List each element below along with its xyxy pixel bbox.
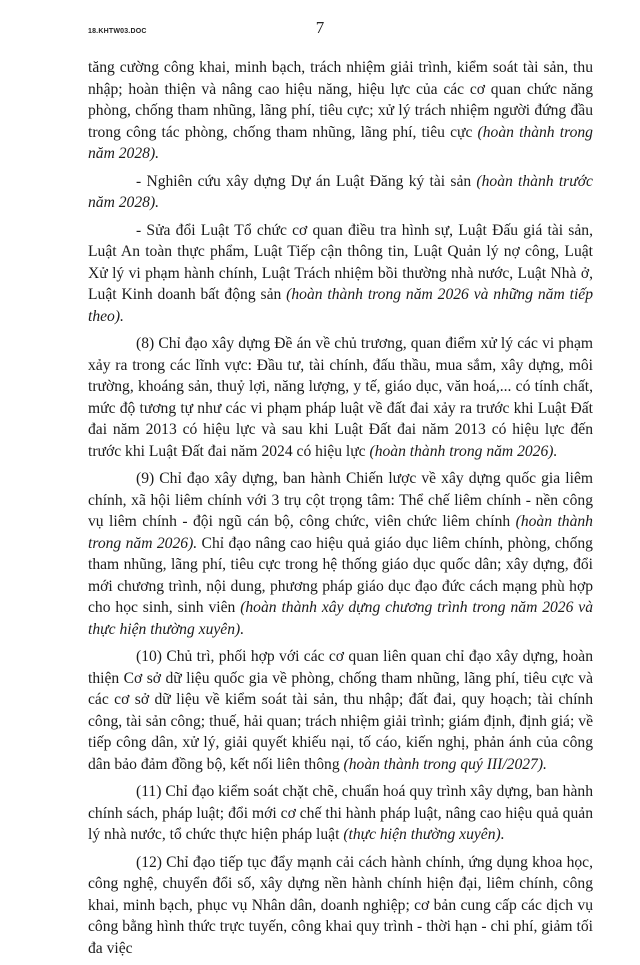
page-number: 7 — [315, 18, 325, 37]
paragraph-item-12 — [88, 852, 593, 960]
document-code: 18.KHTW03.DOC — [88, 28, 147, 35]
paragraph-continuation — [88, 57, 593, 165]
text-run: (11) Chỉ đạo kiểm soát chặt chẽ, chuẩn hoá quy trình xây dựng, ban hành chính sách, pháp luật; đổi mới cơ chế thi hành pháp luật, nâng cao hiệu quả quản lý nhà nước, tổ chức thực hiện pháp luật — [88, 783, 593, 843]
document-body — [88, 57, 593, 965]
deadline-note: (thực hiện thường xuyên). — [343, 826, 505, 843]
text-run: (12) Chỉ đạo tiếp tục đẩy mạnh cải cách hành chính, ứng dụng khoa học, công nghệ, chuyển đổi số, xây dựng nền hành chính hiện đại, liêm chính, công khai, minh bạch, phục vụ Nhân dân, doanh nghiệp; cơ bản cung cấp các dịch vụ công bằng hình thức trực tuyến, công khai quy trình - thời hạn - chi phí, giảm tối đa việc — [88, 853, 593, 957]
deadline-note: (hoàn thành trước năm 2028). — [88, 172, 593, 211]
text-run: tăng cường công khai, minh bạch, trách nhiệm giải trình, kiểm soát tài sản, thu nhập; hoàn thiện và nâng cao hiệu năng, hiệu lực của các cơ quan chức năng phòng, chống tham nhũng, lãng phí, tiêu cực; xử lý trách nhiệm người đứng đầu trong công tác phòng, chống tham nhũng, lãng phí, tiêu cực — [88, 59, 593, 141]
paragraph-asset-registration-law — [88, 171, 593, 214]
text-run: - Nghiên cứu xây dựng Dự án Luật Đăng ký tài sản — [136, 172, 477, 190]
text-run: (8) Chỉ đạo xây dựng Đề án về chủ trương, quan điểm xử lý các vi phạm xảy ra trong các lĩnh vực: Đầu tư, tài chính, đấu thầu, mua sắm, xây dựng, môi trường, khoáng sản, thuỷ lợi, năng lượng, y tế, giáo dục, văn hoá,... có tính chất, mức độ tương tự như các vi phạm pháp luật về đất đai xảy ra trước khi Luật Đất đai năm 2013 có hiệu lực và sau khi Luật Đất đai năm 2013 có hiệu lực đến trước khi Luật Đất đai năm 2024 có hiệu lực — [88, 335, 593, 460]
paragraph-item-9 — [88, 468, 593, 640]
paragraph-item-11 — [88, 781, 593, 846]
text-run: (10) Chủ trì, phối hợp với các cơ quan liên quan chỉ đạo xây dựng, hoàn thiện Cơ sở dữ liệu quốc gia về phòng, chống tham nhũng, lãng phí, tiêu cực và các cơ sở dữ liệu về kiểm soát tài sản, thu nhập; đất đai, quy hoạch; tài chính công, tài sản công; thuế, hải quan; trách nhiệm giải trình; giám định, định giá; về tiếp công dân, xử lý, giải quyết khiếu nại, tố cáo, kiến nghị, phản ánh của công dân bảo đảm đồng bộ, kết nối liên thông — [88, 648, 593, 773]
text-run: - Sửa đổi Luật Tổ chức cơ quan điều tra hình sự, Luật Đấu giá tài sản, Luật An toàn thực phẩm, Luật Tiếp cận thông tin, Luật Quản lý nợ công, Luật Xử lý vi phạm hành chính, Luật Trách nhiệm bồi thường nhà nước, Luật Nhà ở, Luật Kinh doanh bất động sản — [88, 221, 593, 303]
deadline-note: (hoàn thành xây dựng chương trình trong năm 2026 và thực hiện thường xuyên). — [88, 599, 593, 638]
deadline-note: (hoàn thành trong năm 2028). — [88, 123, 593, 162]
text-run: Chỉ đạo nâng cao hiệu quả giáo dục liêm chính, phòng, chống tham nhũng, lãng phí, tiêu cực trong hệ thống giáo dục quốc dân; xây dựng, đổi mới chương trình, nội dung, phương pháp giáo dục đạo đức cách mạng phù hợp cho học sinh, sinh viên — [88, 534, 593, 616]
paragraph-item-8 — [88, 333, 593, 462]
deadline-note: (hoàn thành trong năm 2026). — [88, 513, 593, 552]
paragraph-law-amendments — [88, 220, 593, 328]
paragraph-item-10 — [88, 646, 593, 775]
deadline-note: (hoàn thành trong năm 2026). — [369, 442, 558, 460]
deadline-note: (hoàn thành trong năm 2026 và những năm tiếp theo). — [88, 286, 593, 325]
text-run: (9) Chỉ đạo xây dựng, ban hành Chiến lược về xây dựng quốc gia liêm chính, xã hội liêm chính với 3 trụ cột trọng tâm: Thể chế liêm chính - nền công vụ liêm chính - đội ngũ cán bộ, công chức, viên chức liêm chính — [88, 470, 593, 530]
deadline-note: (hoàn thành trong quý III/2027). — [343, 755, 547, 773]
